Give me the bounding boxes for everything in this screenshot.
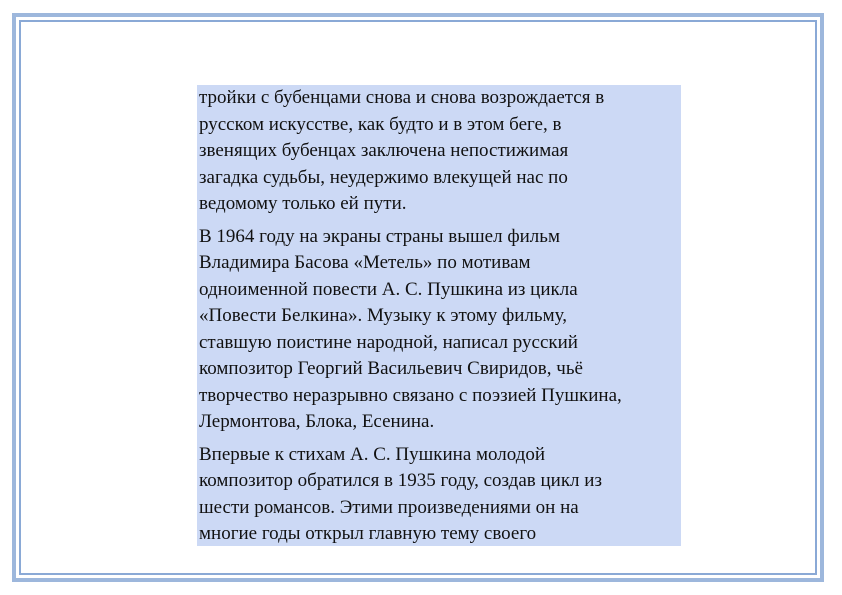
paragraph-1: тройки с бубенцами снова и снова возрождается в русском искусстве, как будто и в этом беге, в звенящих бубенцах заключена непостижимая загадка судьбы, неудержимо влекущей нас по ведомому только ей пути.	[199, 87, 605, 214]
paragraph-3: Впервые к стихам А. С. Пушкина молодой композитор обратился в 1935 году, создав цикл из шести романсов. Этими произведениями он на многие годы открыл главную тему своего	[199, 443, 602, 544]
paragraph-2: В 1964 году на экраны страны вышел фильм Владимира Басова «Метель» по мотивам одноименной повести А. С. Пушкина из цикла «Повести Белкина». Музыку к этому фильму, ставшую поистине народной, написал русский композитор Георгий Васильевич Свиридов, чьё творчество неразрывно связано с поэзией Пушкина, Лермонтова, Блока, Есенина.	[199, 225, 622, 432]
text-block	[197, 85, 681, 546]
